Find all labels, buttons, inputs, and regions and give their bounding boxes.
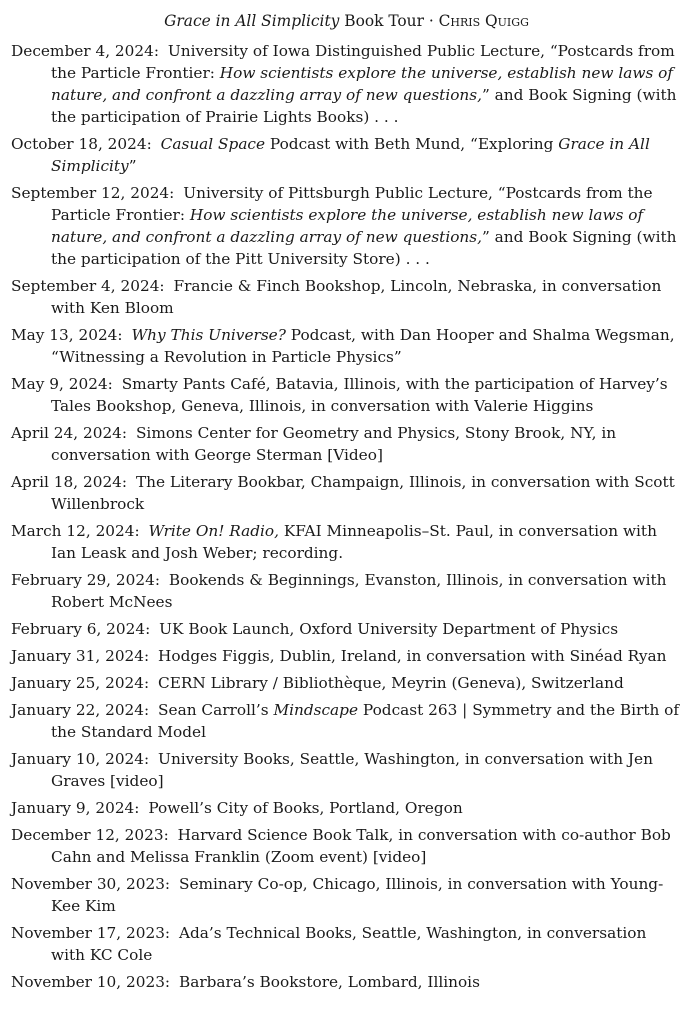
event-entry: [11, 618, 682, 640]
event-list: [11, 40, 682, 993]
event-date: February 6, 2024:: [11, 620, 151, 638]
event-text: Podcast 263 | Symmetry and the Birth of the Standard Model: [51, 701, 680, 741]
event-title-italic: Why This Universe?: [131, 326, 286, 344]
event-entry: [11, 699, 682, 743]
event-text: Powell’s City of Books, Portland, Oregon: [148, 799, 463, 817]
event-date: March 12, 2024:: [11, 522, 140, 540]
event-text: University of Iowa Distinguished Public Lecture, “Postcards from the Particle Frontier:: [51, 42, 675, 82]
event-date: November 10, 2023:: [11, 973, 171, 991]
event-entry: [11, 748, 682, 792]
event-text: University of Pittsburgh Public Lecture, “Postcards from the Particle Frontier:: [51, 184, 653, 224]
event-date: November 30, 2023:: [11, 875, 171, 893]
event-text: ” and Book Signing (with the participation of Prairie Lights Books) . . .: [51, 86, 677, 126]
event-title-italic: How scientists explore the universe, establish new laws of nature, and confront a dazzling array of new questions,: [51, 64, 674, 104]
event-entry: [11, 971, 682, 993]
event-text: Hodges Figgis, Dublin, Ireland, in conversation with Sinéad Ryan: [158, 647, 667, 665]
event-date: April 18, 2024:: [11, 473, 128, 491]
event-text: University Books, Seattle, Washington, in conversation with Jen Graves [video]: [51, 750, 653, 790]
event-title-italic: Write On! Radio,: [148, 522, 279, 540]
event-text: KFAI Minneapolis–St. Paul, in conversation with Ian Leask and Josh Weber; recording.: [51, 522, 657, 562]
event-text: Barbara’s Bookstore, Lombard, Illinois: [178, 973, 480, 991]
event-text: Podcast, with Dan Hooper and Shalma Wegsman, “Witnessing a Revolution in Particle Physics”: [51, 326, 675, 366]
event-text: Smarty Pants Café, Batavia, Illinois, with the participation of Harvey’s Tales Bookshop, Geneva, Illinois, in conversation with Valerie Higgins: [51, 375, 668, 415]
event-text: The Literary Bookbar, Champaign, Illinois, in conversation with Scott Willenbrock: [51, 473, 675, 513]
event-date: January 9, 2024:: [11, 799, 140, 817]
event-entry: [11, 672, 682, 694]
author-name: Chris Quigg: [438, 12, 529, 30]
event-entry: [11, 40, 682, 128]
event-text: Ada’s Technical Books, Seattle, Washington, in conversation with KC Cole: [51, 924, 647, 964]
tour-label: Book Tour ·: [344, 12, 434, 30]
event-date: October 18, 2024:: [11, 135, 152, 153]
event-date: January 22, 2024:: [11, 701, 150, 719]
event-date: January 10, 2024:: [11, 750, 150, 768]
event-date: November 17, 2023:: [11, 924, 171, 942]
event-date: April 24, 2024:: [11, 424, 128, 442]
event-date: January 31, 2024:: [11, 647, 150, 665]
event-entry: [11, 471, 682, 515]
event-entry: [11, 324, 682, 368]
event-date: December 12, 2023:: [11, 826, 169, 844]
event-text: ”: [128, 157, 137, 175]
event-text: Harvard Science Book Talk, in conversation with co-author Bob Cahn and Melissa Franklin (Zoom event) [video]: [51, 826, 671, 866]
event-entry: [11, 422, 682, 466]
event-text: Seminary Co-op, Chicago, Illinois, in conversation with Young-Kee Kim: [51, 875, 664, 915]
event-text: ” and Book Signing (with the participation of the Pitt University Store) . . .: [51, 228, 677, 268]
event-text: Bookends & Beginnings, Evanston, Illinois, in conversation with Robert McNees: [51, 571, 667, 611]
event-entry: [11, 645, 682, 667]
event-date: February 29, 2024:: [11, 571, 160, 589]
event-entry: [11, 133, 682, 177]
event-text: CERN Library / Bibliothèque, Meyrin (Geneva), Switzerland: [158, 674, 624, 692]
event-date: May 9, 2024:: [11, 375, 113, 393]
event-title-italic: Mindscape: [273, 701, 359, 719]
event-entry: [11, 922, 682, 966]
event-title-italic: Casual Space: [160, 135, 266, 153]
event-entry: [11, 520, 682, 564]
event-entry: [11, 373, 682, 417]
event-date: January 25, 2024:: [11, 674, 150, 692]
event-date: September 4, 2024:: [11, 277, 165, 295]
event-entry: [11, 797, 682, 819]
event-text: Sean Carroll’s: [158, 701, 274, 719]
event-entry: [11, 275, 682, 319]
event-text: Podcast with Beth Mund, “Exploring: [265, 135, 559, 153]
event-title-italic: How scientists explore the universe, establish new laws of nature, and confront a dazzling array of new questions,: [51, 206, 644, 246]
event-date: May 13, 2024:: [11, 326, 123, 344]
event-entry: [11, 182, 682, 270]
book-title: Grace in All Simplicity: [164, 12, 340, 30]
page-title: [11, 10, 682, 32]
event-text: Francie & Finch Bookshop, Lincoln, Nebraska, in conversation with Ken Bloom: [51, 277, 662, 317]
event-date: December 4, 2024:: [11, 42, 160, 60]
event-text: Simons Center for Geometry and Physics, Stony Brook, NY, in conversation with George Sterman [Video]: [51, 424, 617, 464]
event-entry: [11, 569, 682, 613]
event-entry: [11, 824, 682, 868]
event-entry: [11, 873, 682, 917]
event-date: September 12, 2024:: [11, 184, 175, 202]
event-text: UK Book Launch, Oxford University Department of Physics: [159, 620, 619, 638]
event-title-italic: Grace in All Simplicity: [51, 135, 650, 175]
